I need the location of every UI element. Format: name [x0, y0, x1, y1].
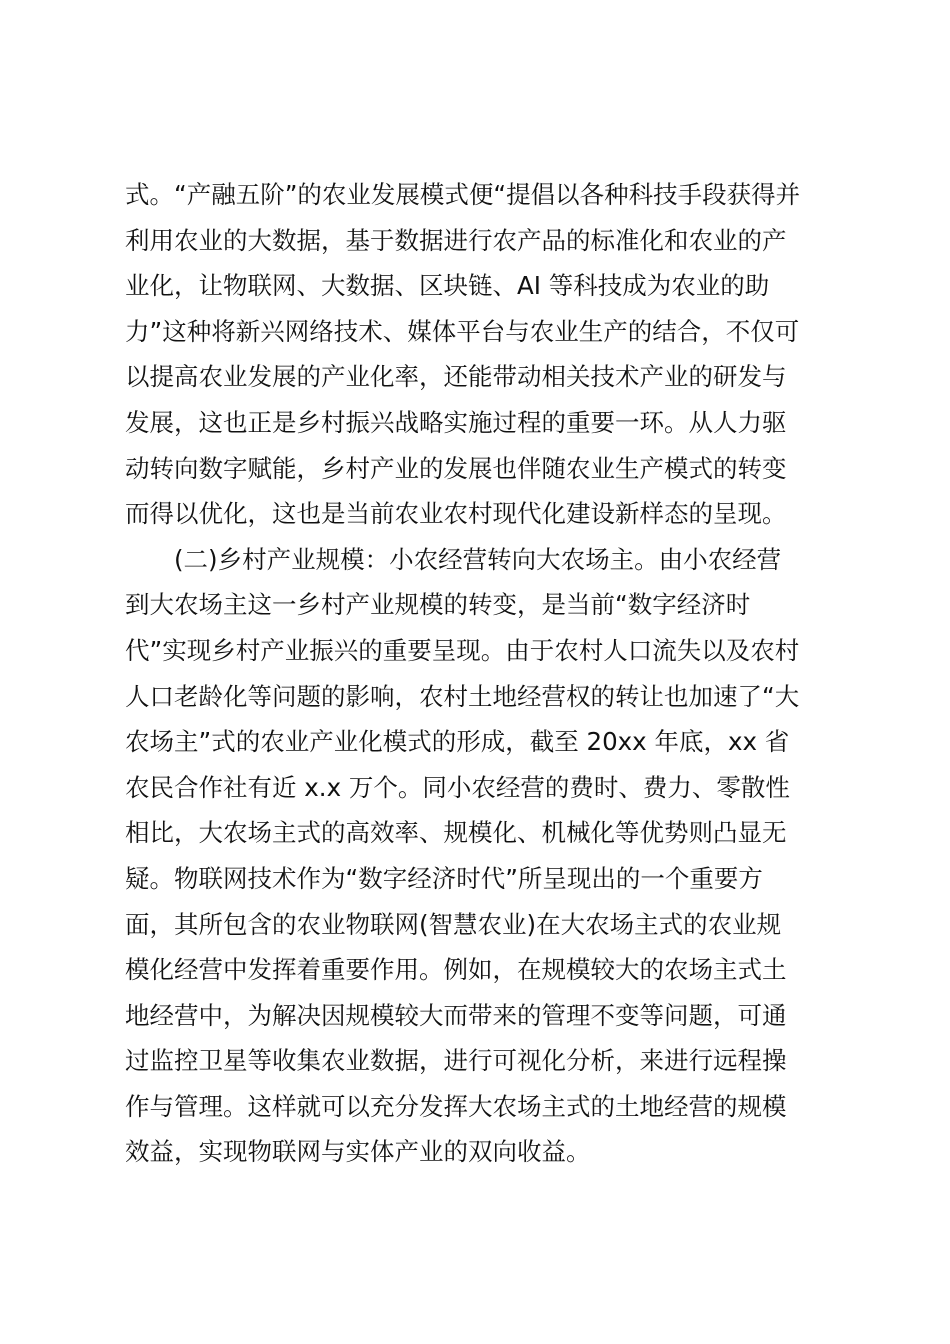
section-heading-line: (二)乡村产业规模：小农经营转向大农场主。由小农经营: [174, 544, 782, 574]
text-line: 代”实现乡村产业振兴的重要呈现。由于农村人口流失以及农村: [125, 635, 800, 665]
body-text: [125, 172, 835, 1175]
text-line: 效益，实现物联网与实体产业的双向收益。: [125, 1137, 591, 1167]
text-line: 人口老龄化等问题的影响，农村土地经营权的转让也加速了“大: [125, 681, 800, 711]
text-line: 相比，大农场主式的高效率、规模化、机械化等优势则凸显无: [125, 818, 787, 848]
text-line: 面，其所包含的农业物联网(智慧农业)在大农场主式的农业规: [125, 909, 782, 939]
text-line: 作与管理。这样就可以充分发挥大农场主式的土地经营的规模: [125, 1091, 787, 1121]
text-line: 动转向数字赋能，乡村产业的发展也伴随农业生产模式的转变: [125, 453, 787, 483]
text-line: 力”这种将新兴网络技术、媒体平台与农业生产的结合，不仅可: [125, 316, 800, 346]
text-line: 以提高农业发展的产业化率，还能带动相关技术产业的研发与: [125, 362, 787, 392]
text-line: 业化，让物联网、大数据、区块链、AI 等科技成为农业的助: [125, 271, 770, 301]
text-line: 到大农场主这一乡村产业规模的转变，是当前“数字经济时: [125, 590, 751, 620]
text-line: 利用农业的大数据，基于数据进行农产品的标准化和农业的产: [125, 225, 787, 255]
text-line: 疑。物联网技术作为“数字经济时代”所呈现出的一个重要方: [125, 863, 763, 893]
text-line: 地经营中，为解决因规模较大而带来的管理不变等问题，可通: [125, 1000, 787, 1030]
text-line: 式。“产融五阶”的农业发展模式便“提倡以各种科技手段获得并: [125, 180, 801, 209]
text-line: 而得以优化，这也是当前农业农村现代化建设新样态的呈现。: [125, 499, 787, 529]
text-line: 模化经营中发挥着重要作用。例如，在规模较大的农场主式土: [125, 955, 787, 985]
text-line: 农场主”式的农业产业化模式的形成，截至 20xx 年底，xx 省: [125, 727, 790, 757]
text-line: 过监控卫星等收集农业数据，进行可视化分析，来进行远程操: [125, 1046, 787, 1076]
text-line: 发展，这也正是乡村振兴战略实施过程的重要一环。从人力驱: [125, 407, 787, 437]
text-line: 农民合作社有近 x.x 万个。同小农经营的费时、费力、零散性: [125, 772, 790, 802]
